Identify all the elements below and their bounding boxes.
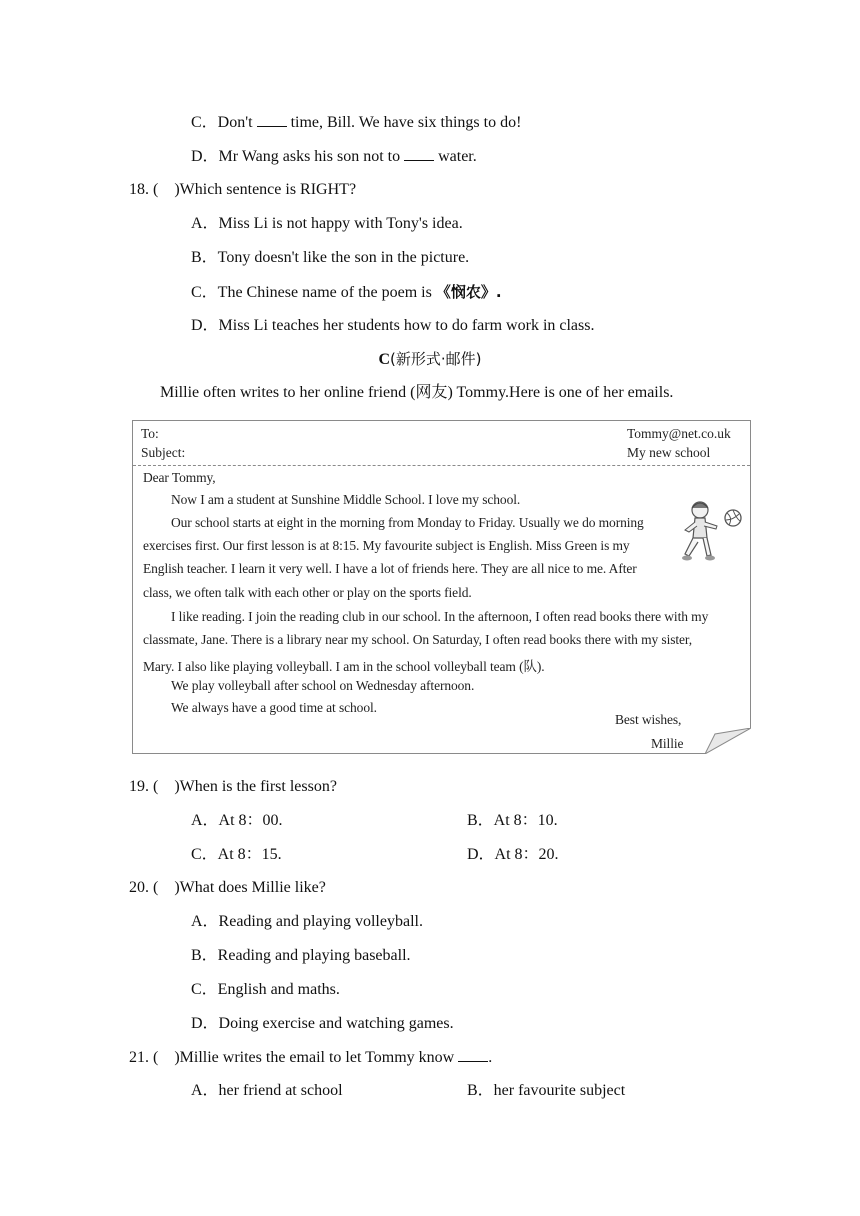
email-line: exercises first. Our first lesson is at 8:15. My favourite subject is English. Miss Green is my	[143, 538, 630, 553]
q21-option-b: B．her favourite subject	[467, 1082, 626, 1099]
email-divider	[133, 465, 750, 466]
q19-stem: 19. ( )When is the first lesson?	[129, 778, 337, 795]
q20-option-b: B．Reading and playing baseball.	[191, 947, 411, 964]
q17-option-d: D．Mr Wang asks his son not to water.	[191, 148, 477, 165]
email-line: Mary. I also like playing volleyball. I am in the school volleyball team (队).	[143, 659, 545, 674]
q20-option-a: A．Reading and playing volleyball.	[191, 913, 423, 930]
email-closing: Best wishes,	[615, 712, 682, 727]
q18-option-c: C．The Chinese name of the poem is 《悯农》.	[191, 283, 502, 301]
email-line: English teacher. I learn it very well. I have a lot of friends here. They are all nice to me. After	[143, 561, 637, 576]
section-title: C(新形式·邮件)	[378, 350, 482, 368]
email-subject-label: Subject:	[141, 445, 186, 460]
q18-option-b: B．Tony doesn't like the son in the picture.	[191, 249, 470, 266]
email-to-label: To:	[141, 426, 159, 441]
q18-option-d: D．Miss Li teaches her students how to do farm work in class.	[191, 317, 595, 334]
email-line: Our school starts at eight in the morning from Monday to Friday. Usually we do morning	[171, 515, 644, 530]
email-signature: Millie	[651, 736, 684, 751]
page-fold-corner	[705, 728, 751, 754]
q20-stem: 20. ( )What does Millie like?	[129, 879, 326, 896]
email-greeting: Dear Tommy,	[143, 470, 216, 485]
email-line: class, we often talk with each other or play on the sports field.	[143, 585, 472, 600]
q20-option-d: D．Doing exercise and watching games.	[191, 1015, 454, 1032]
q19-option-a: A．At 8：00.	[191, 812, 283, 829]
email-line: Now I am a student at Sunshine Middle School. I love my school.	[171, 492, 521, 507]
email-line: classmate, Jane. There is a library near my school. On Saturday, I often read books there with my sister,	[143, 632, 693, 647]
q19-option-d: D．At 8：20.	[467, 846, 559, 863]
q21-option-a: A．her friend at school	[191, 1082, 343, 1099]
q19-option-b: B．At 8：10.	[467, 812, 558, 829]
email-subject-value: My new school	[627, 445, 711, 460]
q19-option-c: C．At 8：15.	[191, 846, 282, 863]
answer-blank	[404, 146, 434, 161]
q21-stem: 21. ( )Millie writes the email to let Tommy know .	[129, 1049, 493, 1066]
q18-option-a: A．Miss Li is not happy with Tony's idea.	[191, 215, 463, 232]
answer-blank	[257, 112, 287, 127]
q17-option-c: C．Don't time, Bill. We have six things to do!	[191, 114, 522, 131]
email-line: We play volleyball after school on Wednesday afternoon.	[171, 678, 475, 693]
email-line: We always have a good time at school.	[171, 700, 377, 715]
volleyball-player-illustration	[673, 496, 745, 574]
email-card	[132, 420, 751, 754]
q18-stem: 18. ( )Which sentence is RIGHT?	[129, 181, 357, 198]
email-to-value: Tommy@net.co.uk	[627, 426, 731, 441]
email-line: I like reading. I join the reading club in our school. In the afternoon, I often read books there with my	[171, 609, 709, 624]
q20-option-c: C．English and maths.	[191, 981, 340, 998]
section-intro: Millie often writes to her online friend (网友) Tommy.Here is one of her emails.	[160, 384, 674, 401]
answer-blank	[458, 1047, 488, 1062]
